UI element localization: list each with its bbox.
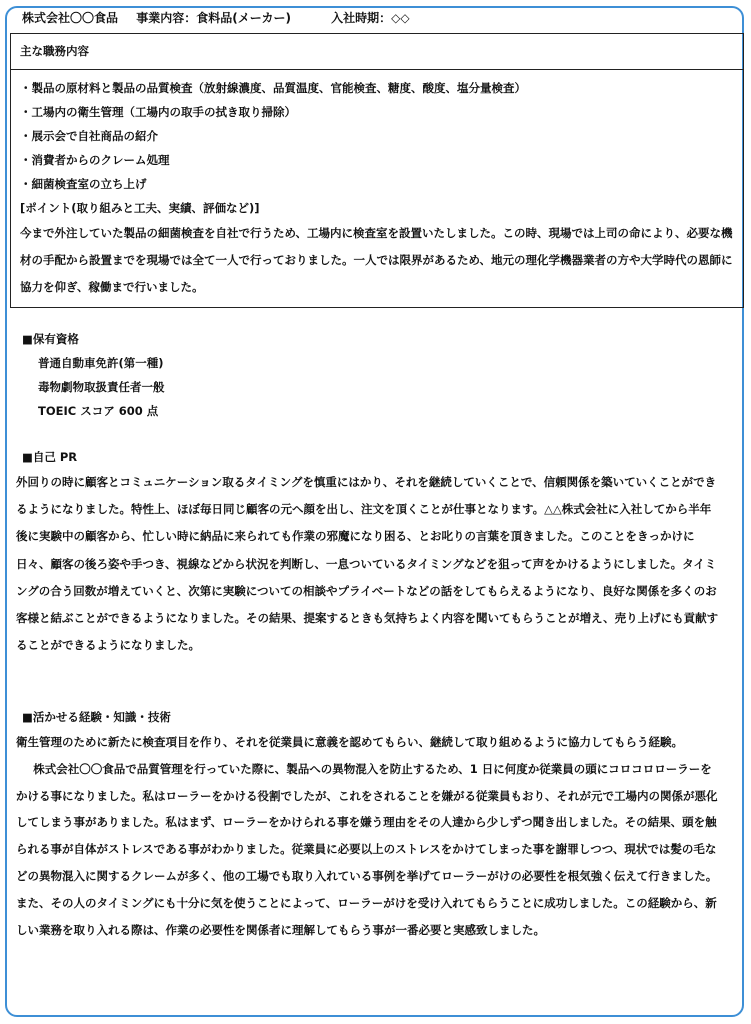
point-heading: [ポイント(取り組みと工夫、実績、評価など)]: [20, 201, 260, 215]
duties-table: [10, 33, 744, 308]
self-pr-section: [16, 445, 722, 659]
duty-item: ・細菌検査室の立ち上げ: [20, 177, 147, 191]
duty-item: ・製品の原材料と製品の品質検査（放射線濃度、品質温度、官能検査、糖度、酸度、塩分量検査）: [20, 81, 526, 95]
qualification-item: 毒物劇物取扱責任者一般: [38, 380, 165, 394]
business-description: 事業内容：食料品(メーカー): [136, 11, 291, 25]
company-name: 株式会社〇〇食品: [22, 11, 119, 25]
experience-paragraph: 株式会社〇〇食品で品質管理を行っていた際に、製品への異物混入を防止するため、1 日に何度か従業員の頭にコロコロローラーをかける事になりました。私はローラーをかける役割でしたが、これをされることを嫌がる従業員もおり、それが元で工場内の関係が悪化してしまう事がありました。私はまず、ローラーをかけられる事を嫌う理由をその人達から少しずつ聞き出しました。その結果、頭を触られる事が自体がストレスである事がわかりました。従業員に必要以上のストレスをかけてしまった事を謝罪しつつ、現状では髪の毛などの異物混入に関するクレームが多く、他の工場でも取り入れている事例を挙げてローラーがけの必要性を根気強く伝えて行きました。また、その人のタイミングにも十分に気を使うことによって、ローラーがけを受け入れてもらうことに成功しました。この経験から、新しい業務を取り入れる際は、作業の必要性を関係者に理解してもらう事が一番必要と実感致しました。: [16, 761, 718, 937]
duties-body: [11, 70, 743, 307]
company-header: [22, 8, 741, 28]
self-pr-text: 外回りの時に顧客とコミュニケーション取るタイミングを慎重にはかり、それを継続していくことで、信頼関係を築いていくことができるようになりました。特性上、ほぼ毎日同じ顧客の元へ顔を出し、注文を頂くことが仕事となります。△△株式会社に入社してから半年後に実験中の顧客から、忙しい時に納品に来られても作業の邪魔になり困る、とお叱りの言葉を頂きました。このことをきっかけに日々、顧客の後ろ姿や手つき、視線などから状況を判断し、一息ついているタイミングなどを狙って声をかけるようにしました。タイミングの合う回数が増えていくと、次第に実験についての相談やプライベートなどの話をしてもらえるようになり、良好な関係を多くのお客様と結ぶことができるようになりました。その結果、提案するときも気持ちよく内容を聞いてもらうことが増え、売り上げにも貢献することができるようになりました。: [16, 475, 719, 653]
experience-heading: ■活かせる経験・知識・技術: [22, 710, 171, 724]
qualification-item: TOEIC スコア 600 点: [38, 404, 159, 418]
join-period: 入社時期：◇◇: [331, 11, 410, 25]
qualification-item: 普通自動車免許(第一種): [38, 356, 164, 370]
self-pr-heading: ■自己 PR: [22, 450, 78, 464]
experience-section: [16, 705, 722, 943]
qualifications-section: [22, 327, 722, 423]
duty-item: ・展示会で自社商品の紹介: [20, 129, 158, 143]
duty-item: ・消費者からのクレーム処理: [20, 153, 170, 167]
experience-text: [16, 729, 722, 943]
duty-item: ・工場内の衛生管理（工場内の取手の拭き取り掃除）: [20, 105, 296, 119]
qualifications-heading: ■保有資格: [22, 332, 79, 346]
experience-paragraph: 衛生管理のために新たに検査項目を作り、それを従業員に意義を認めてもらい、継続して取り組めるように協力してもらう経験。: [16, 735, 683, 749]
duties-title: 主な職務内容: [11, 34, 743, 70]
point-text: 今まで外注していた製品の細菌検査を自社で行うため、工場内に検査室を設置いたしました。この時、現場では上司の命により、必要な機材の手配から設置までを現場では全て一人で行っておりました。一人では限界があるため、地元の理化学機器業者の方や大学時代の恩師に協力を仰ぎ、稼働まで行いました。: [20, 226, 733, 294]
